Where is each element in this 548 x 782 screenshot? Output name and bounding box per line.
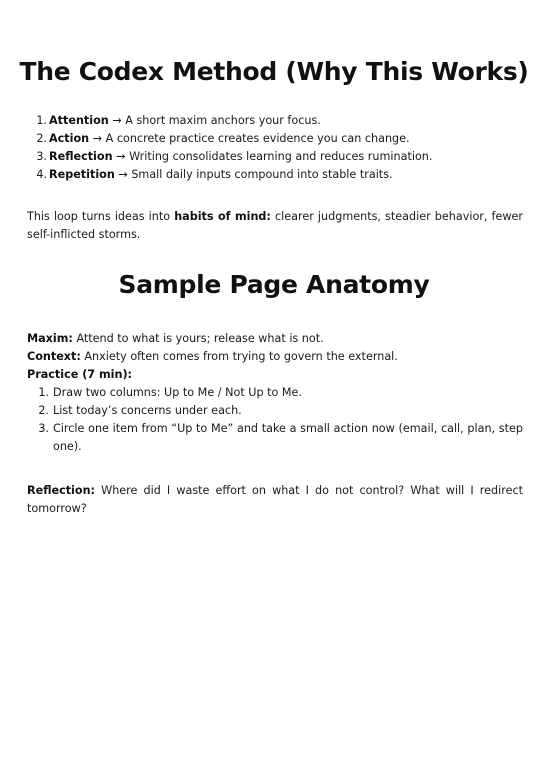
step-term: Attention — [49, 114, 109, 127]
reflection-label: Reflection: — [27, 484, 96, 497]
summary-bold: habits of mind: — [174, 210, 271, 223]
practice-text: List today’s concerns under each. — [53, 404, 242, 417]
step-text: A short maxim anchors your focus. — [125, 114, 321, 127]
context-label: Context: — [27, 350, 81, 363]
step-text: Writing consolidates learning and reduces rumination. — [129, 150, 433, 163]
summary-after: clearer judgments, steadier behavior, fewer self-inflicted storms. — [27, 210, 523, 241]
anatomy-block — [27, 330, 523, 456]
arrow-icon: → — [116, 150, 126, 163]
practice-text: Draw two columns: Up to Me / Not Up to Me. — [53, 386, 302, 399]
list-item — [36, 384, 523, 402]
section-heading-sample-page-anatomy: Sample Page Anatomy — [118, 270, 430, 299]
reflection-paragraph — [27, 482, 523, 518]
list-number: 2. — [36, 132, 47, 145]
reflection-text: Where did I waste effort on what I do not control? What will I redirect tomorrow? — [27, 484, 523, 515]
step-term: Repetition — [49, 168, 115, 181]
list-number: 4. — [36, 168, 47, 181]
maxim-label: Maxim: — [27, 332, 73, 345]
summary-before: This loop turns ideas into — [27, 210, 171, 223]
list-item — [34, 148, 524, 166]
context-text: Anxiety often comes from trying to govern the external. — [84, 350, 398, 363]
arrow-icon: → — [112, 114, 122, 127]
list-number: 3. — [38, 422, 49, 435]
list-number: 2. — [38, 404, 49, 417]
step-term: Action — [49, 132, 90, 145]
step-text: Small daily inputs compound into stable traits. — [131, 168, 393, 181]
step-term: Reflection — [49, 150, 113, 163]
context-line — [27, 348, 523, 366]
maxim-line — [27, 330, 523, 348]
section-heading-codex-method: The Codex Method (Why This Works) — [19, 57, 529, 86]
maxim-text: Attend to what is yours; release what is not. — [76, 332, 324, 345]
list-item — [34, 166, 524, 184]
list-number: 3. — [36, 150, 47, 163]
practice-label-line — [27, 366, 523, 384]
practice-label: Practice (7 min): — [27, 368, 133, 381]
summary-paragraph — [27, 208, 523, 244]
practice-text: Circle one item from “Up to Me” and take a small action now (email, call, plan, step one). — [53, 422, 523, 453]
practice-list — [36, 384, 523, 456]
codex-steps-list — [34, 112, 524, 184]
list-item — [34, 130, 524, 148]
list-number: 1. — [36, 114, 47, 127]
arrow-icon: → — [118, 168, 128, 181]
arrow-icon: → — [92, 132, 103, 145]
step-text: A concrete practice creates evidence you can change. — [105, 132, 410, 145]
list-item — [36, 420, 523, 456]
list-number: 1. — [38, 386, 49, 399]
list-item — [34, 112, 524, 130]
list-item — [36, 402, 523, 420]
